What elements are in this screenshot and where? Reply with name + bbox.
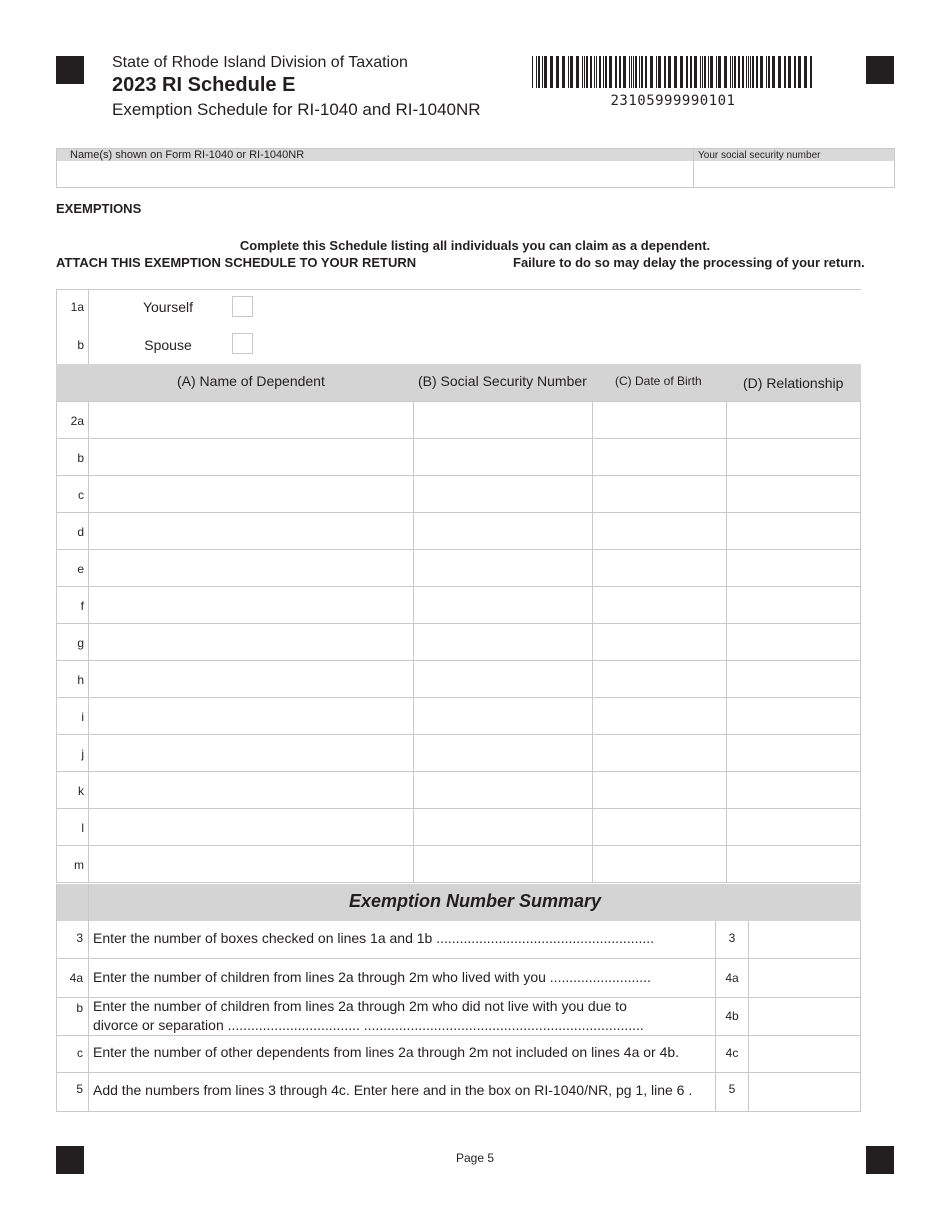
- barcode-number: 23105999990101: [610, 93, 736, 109]
- dependent-relationship-field[interactable]: [727, 624, 861, 660]
- line-number: g: [56, 624, 89, 660]
- summary-line-4a: [56, 959, 861, 998]
- summary-line-4b: [56, 998, 861, 1036]
- line-number: c: [56, 1036, 89, 1072]
- dependent-row-3: [56, 513, 861, 550]
- dependent-name-field[interactable]: [89, 587, 414, 623]
- registration-mark-top-right: [866, 56, 894, 84]
- dependent-ssn-field[interactable]: [414, 550, 593, 586]
- summary-line-text: Enter the number of children from lines 2a through 2m who did not live with you due to: [93, 998, 627, 1014]
- ssn-field[interactable]: [694, 161, 894, 187]
- dependent-row-11: [56, 809, 861, 846]
- dependent-relationship-field[interactable]: [727, 402, 861, 438]
- line-number: d: [56, 513, 89, 549]
- dependent-ssn-field[interactable]: [414, 772, 593, 808]
- line-3-amount-field[interactable]: [749, 921, 861, 958]
- dependent-dob-field[interactable]: [593, 735, 727, 771]
- line-4b-amount-field[interactable]: [749, 998, 861, 1035]
- dependent-name-field[interactable]: [89, 735, 414, 771]
- dependent-row-6: [56, 624, 861, 661]
- dependent-relationship-field[interactable]: [727, 587, 861, 623]
- dependent-dob-field[interactable]: [593, 846, 727, 882]
- form-title: 2023 RI Schedule E: [112, 74, 296, 96]
- summary-line-text: Enter the number of other dependents from lines 2a through 2m not included on lines 4a or 4b.: [93, 1044, 680, 1060]
- spouse-checkbox[interactable]: [232, 333, 253, 354]
- summary-line-4c: [56, 1036, 861, 1073]
- dependent-row-4: [56, 550, 861, 587]
- dependents-column-headers: [56, 364, 861, 402]
- dependent-relationship-field[interactable]: [727, 476, 861, 512]
- line-number: f: [56, 587, 89, 623]
- column-header-dob: (C) Date of Birth: [615, 374, 702, 388]
- dependent-dob-field[interactable]: [593, 624, 727, 660]
- page-number: Page 5: [455, 1151, 495, 1165]
- line-number: e: [56, 550, 89, 586]
- dependent-ssn-field[interactable]: [414, 624, 593, 660]
- dependent-dob-field[interactable]: [593, 661, 727, 697]
- summary-line-5: [56, 1073, 861, 1112]
- column-header-relationship: (D) Relationship: [743, 375, 844, 391]
- instruction-line: Complete this Schedule listing all individuals you can claim as a dependent.: [239, 238, 711, 253]
- dependent-name-field[interactable]: [89, 476, 414, 512]
- summary-title: Exemption Number Summary: [348, 891, 602, 911]
- dependent-ssn-field[interactable]: [414, 661, 593, 697]
- dependent-name-field[interactable]: [89, 513, 414, 549]
- line-number: h: [56, 661, 89, 697]
- dependent-name-field[interactable]: [89, 550, 414, 586]
- dependent-row-2: [56, 476, 861, 513]
- dependent-dob-field[interactable]: [593, 439, 727, 475]
- name-field[interactable]: [57, 161, 693, 187]
- line-1a-row: [56, 290, 861, 328]
- dependent-row-5: [56, 587, 861, 624]
- attach-instruction: ATTACH THIS EXEMPTION SCHEDULE TO YOUR RETURN: [56, 255, 417, 270]
- line-number: c: [56, 476, 89, 512]
- processing-warning: Failure to do so may delay the processing of your return.: [513, 255, 865, 270]
- ssn-field-label: Your social security number: [698, 150, 821, 161]
- dependent-name-field[interactable]: [89, 624, 414, 660]
- dependent-relationship-field[interactable]: [727, 550, 861, 586]
- dependent-relationship-field[interactable]: [727, 846, 861, 882]
- dependent-name-field[interactable]: [89, 698, 414, 734]
- line-reference: 4b: [715, 998, 749, 1035]
- dependent-row-0: [56, 402, 861, 439]
- line-1b-row: [56, 326, 861, 364]
- line-number: 3: [56, 921, 89, 958]
- dependent-relationship-field[interactable]: [727, 439, 861, 475]
- line-number: l: [56, 809, 89, 845]
- summary-header: [56, 884, 861, 921]
- summary-line-text: Add the numbers from lines 3 through 4c. Enter here and in the box on RI-1040/NR, pg 1, line 6 .: [93, 1082, 693, 1098]
- dependent-row-8: [56, 698, 861, 735]
- dependent-relationship-field[interactable]: [727, 661, 861, 697]
- column-header-name: (A) Name of Dependent: [177, 373, 325, 389]
- line-number: i: [56, 698, 89, 734]
- summary-line-3: [56, 921, 861, 959]
- dependent-dob-field[interactable]: [593, 809, 727, 845]
- summary-line-text: Enter the number of boxes checked on lines 1a and 1b ........................................................: [93, 930, 655, 946]
- yourself-checkbox[interactable]: [232, 296, 253, 317]
- summary-line-text: Enter the number of children from lines 2a through 2m who lived with you ..........................: [93, 969, 651, 985]
- dependent-row-9: [56, 735, 861, 772]
- column-header-ssn: (B) Social Security Number: [418, 373, 587, 389]
- dependent-ssn-field[interactable]: [414, 846, 593, 882]
- dependent-dob-field[interactable]: [593, 513, 727, 549]
- taxpayer-info-box: [56, 148, 895, 188]
- dependent-name-field[interactable]: [89, 772, 414, 808]
- dependent-relationship-field[interactable]: [727, 513, 861, 549]
- line-4a-amount-field[interactable]: [749, 959, 861, 997]
- line-number: 2a: [56, 402, 89, 438]
- dependent-ssn-field[interactable]: [414, 402, 593, 438]
- line-4c-amount-field[interactable]: [749, 1036, 861, 1072]
- dependent-name-field[interactable]: [89, 809, 414, 845]
- dependent-dob-field[interactable]: [593, 550, 727, 586]
- line-number: b: [56, 439, 89, 475]
- dependent-relationship-field[interactable]: [727, 698, 861, 734]
- dependent-ssn-field[interactable]: [414, 587, 593, 623]
- agency-name: State of Rhode Island Division of Taxation: [112, 54, 408, 71]
- line-number: m: [56, 846, 89, 882]
- dependent-dob-field[interactable]: [593, 476, 727, 512]
- dependent-ssn-field[interactable]: [414, 698, 593, 734]
- form-subtitle: Exemption Schedule for RI-1040 and RI-1040NR: [112, 100, 481, 119]
- dependent-ssn-field[interactable]: [414, 476, 593, 512]
- yourself-label: Yourself: [142, 299, 194, 315]
- section-title: EXEMPTIONS: [56, 201, 142, 216]
- line-reference: 5: [715, 1073, 749, 1111]
- dependent-dob-field[interactable]: [593, 587, 727, 623]
- line-reference: 4a: [715, 959, 749, 997]
- dependent-relationship-field[interactable]: [727, 735, 861, 771]
- dependent-ssn-field[interactable]: [414, 735, 593, 771]
- barcode-image: [530, 56, 816, 88]
- line-number: 4a: [56, 959, 89, 997]
- dependent-name-field[interactable]: [89, 846, 414, 882]
- dependent-name-field[interactable]: [89, 439, 414, 475]
- dependent-name-field[interactable]: [89, 661, 414, 697]
- registration-mark-top-left: [56, 56, 84, 84]
- dependent-name-field[interactable]: [89, 402, 414, 438]
- dependent-ssn-field[interactable]: [414, 809, 593, 845]
- spouse-label: Spouse: [144, 337, 192, 353]
- dependent-row-1: [56, 439, 861, 476]
- line-number: j: [56, 735, 89, 771]
- line-number: 1a: [56, 290, 89, 328]
- dependent-ssn-field[interactable]: [414, 513, 593, 549]
- dependent-relationship-field[interactable]: [727, 809, 861, 845]
- dependent-dob-field[interactable]: [593, 772, 727, 808]
- dependent-row-7: [56, 661, 861, 698]
- summary-line-text-continued: divorce or separation .................................. ........................................................................: [93, 1017, 644, 1033]
- dependent-ssn-field[interactable]: [414, 439, 593, 475]
- dependent-dob-field[interactable]: [593, 698, 727, 734]
- line-reference: 3: [715, 921, 749, 958]
- line-number: b: [56, 998, 89, 1035]
- dependent-relationship-field[interactable]: [727, 772, 861, 808]
- line-5-amount-field[interactable]: [749, 1073, 861, 1111]
- line-number: k: [56, 772, 89, 808]
- dependent-row-10: [56, 772, 861, 809]
- name-field-label: Name(s) shown on Form RI-1040 or RI-1040NR: [70, 149, 305, 161]
- dependent-row-12: [56, 846, 861, 883]
- dependent-dob-field[interactable]: [593, 402, 727, 438]
- line-reference: 4c: [715, 1036, 749, 1072]
- line-number: 5: [56, 1073, 89, 1111]
- line-number: b: [56, 326, 89, 364]
